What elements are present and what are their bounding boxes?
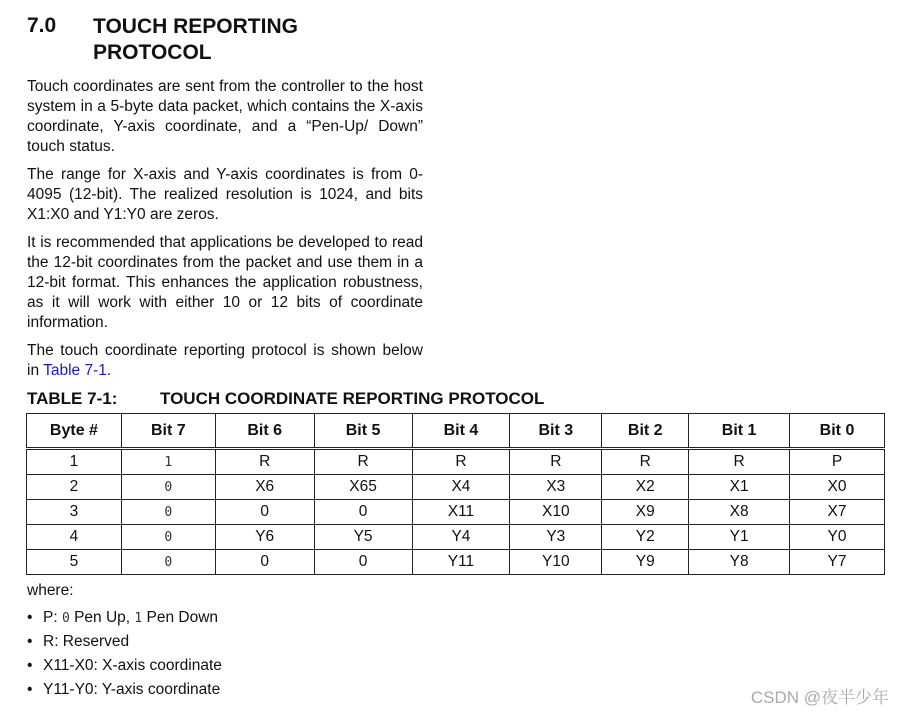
table-cell: R bbox=[215, 449, 314, 475]
table-cell: 3 bbox=[27, 500, 122, 525]
table-caption-title: TOUCH COORDINATE REPORTING PROTOCOL bbox=[160, 389, 545, 408]
table-header-cell: Bit 1 bbox=[689, 414, 790, 449]
table-cell: 0 bbox=[121, 500, 215, 525]
table-row bbox=[27, 475, 885, 500]
table-cell: X11 bbox=[412, 500, 510, 525]
table-header-cell: Bit 4 bbox=[412, 414, 510, 449]
paragraph-4 bbox=[27, 341, 423, 381]
table-cell: X8 bbox=[689, 500, 790, 525]
table-cell: R bbox=[602, 449, 689, 475]
table-cell: X6 bbox=[215, 475, 314, 500]
section-title-line-2: PROTOCOL bbox=[93, 41, 212, 64]
table-cell: 0 bbox=[121, 525, 215, 550]
paragraph-4-text: The touch coordinate reporting protocol is shown below in bbox=[27, 342, 423, 379]
table-cell: 0 bbox=[215, 500, 314, 525]
table-cell: R bbox=[412, 449, 510, 475]
table-header-cell: Bit 7 bbox=[121, 414, 215, 449]
table-cell: 4 bbox=[27, 525, 122, 550]
legend-item-p bbox=[27, 608, 222, 632]
table-row bbox=[27, 500, 885, 525]
table-cell: Y10 bbox=[510, 550, 602, 575]
section-title bbox=[93, 14, 298, 66]
table-row bbox=[27, 449, 885, 475]
table-header-cell: Bit 0 bbox=[790, 414, 885, 449]
table-cell: 0 bbox=[121, 475, 215, 500]
table-cell: X2 bbox=[602, 475, 689, 500]
table-header-cell: Bit 2 bbox=[602, 414, 689, 449]
legend-item-y bbox=[27, 680, 222, 704]
table-header-cell: Bit 6 bbox=[215, 414, 314, 449]
legend-p-zero: 0 bbox=[61, 611, 70, 626]
table-cell: X7 bbox=[790, 500, 885, 525]
paragraph-3: It is recommended that applications be developed to read the 12-bit coordinates from the packet and use them in a 12-bit format. This enhances the application robustness, as it will work with either 10 or 12 bits of coordinate information. bbox=[27, 234, 423, 331]
table-cell: Y11 bbox=[412, 550, 510, 575]
legend-p-label: P: bbox=[43, 609, 62, 626]
table-header-row bbox=[27, 414, 885, 449]
table-header-cell: Byte # bbox=[27, 414, 122, 449]
table-cell: Y5 bbox=[314, 525, 412, 550]
table-cell: Y1 bbox=[689, 525, 790, 550]
bullet-icon: • bbox=[27, 609, 33, 626]
paragraph-4-end: . bbox=[106, 362, 112, 379]
where-label: where: bbox=[27, 582, 74, 599]
table-cell: X4 bbox=[412, 475, 510, 500]
legend-y: Y11-Y0: Y-axis coordinate bbox=[43, 681, 221, 698]
table-cell: 5 bbox=[27, 550, 122, 575]
table-row bbox=[27, 525, 885, 550]
table-cell: 0 bbox=[215, 550, 314, 575]
table-cell: Y4 bbox=[412, 525, 510, 550]
paragraph-2: The range for X-axis and Y-axis coordinates is from 0-4095 (12-bit). The realized resolution is 1024, and bits X1:X0 and Y1:Y0 are zeros. bbox=[27, 166, 423, 223]
table-cell: 1 bbox=[121, 449, 215, 475]
table-cell: Y0 bbox=[790, 525, 885, 550]
section-number: 7.0 bbox=[27, 14, 57, 37]
table-cell: 0 bbox=[314, 500, 412, 525]
table-cell: Y3 bbox=[510, 525, 602, 550]
table-cell: Y6 bbox=[215, 525, 314, 550]
table-cell: R bbox=[510, 449, 602, 475]
protocol-table bbox=[26, 413, 885, 575]
legend-item-x bbox=[27, 656, 222, 680]
legend-x: X11-X0: X-axis coordinate bbox=[43, 657, 222, 674]
table-cell: 0 bbox=[121, 550, 215, 575]
table-cell: Y9 bbox=[602, 550, 689, 575]
legend-p-end: Pen Down bbox=[142, 609, 219, 626]
table-cell: X0 bbox=[790, 475, 885, 500]
table-cell: X1 bbox=[689, 475, 790, 500]
legend-item-r bbox=[27, 632, 222, 656]
table-cell: R bbox=[314, 449, 412, 475]
table-cell: R bbox=[689, 449, 790, 475]
table-cell: 0 bbox=[314, 550, 412, 575]
bullet-icon: • bbox=[27, 681, 33, 698]
bullet-icon: • bbox=[27, 657, 33, 674]
bullet-icon: • bbox=[27, 633, 33, 650]
table-cell: X10 bbox=[510, 500, 602, 525]
legend-p-one: 1 bbox=[134, 611, 143, 626]
table-7-1-link[interactable]: Table 7-1 bbox=[43, 362, 107, 379]
legend-p-mid: Pen Up, bbox=[69, 609, 135, 626]
table-header-cell: Bit 5 bbox=[314, 414, 412, 449]
table-cell: X3 bbox=[510, 475, 602, 500]
table-cell: X65 bbox=[314, 475, 412, 500]
watermark: CSDN @夜半少年 bbox=[750, 688, 889, 707]
table-cell: 2 bbox=[27, 475, 122, 500]
table-cell: X9 bbox=[602, 500, 689, 525]
table-cell: Y2 bbox=[602, 525, 689, 550]
legend-r: R: Reserved bbox=[43, 633, 130, 650]
table-cell: P bbox=[790, 449, 885, 475]
table-cell: Y8 bbox=[689, 550, 790, 575]
paragraph-1: Touch coordinates are sent from the controller to the host system in a 5-byte data packet, which contains the X-axis coordinate, Y-axis coordinate, and a “Pen-Up/ Down” touch status. bbox=[27, 78, 423, 155]
table-row bbox=[27, 550, 885, 575]
table-cell: Y7 bbox=[790, 550, 885, 575]
table-caption bbox=[27, 389, 544, 409]
section-title-line-1: TOUCH REPORTING bbox=[93, 15, 298, 38]
legend-list bbox=[27, 608, 222, 704]
table-header-cell: Bit 3 bbox=[510, 414, 602, 449]
table-caption-label: TABLE 7-1: bbox=[27, 389, 118, 408]
table-cell: 1 bbox=[27, 449, 122, 475]
